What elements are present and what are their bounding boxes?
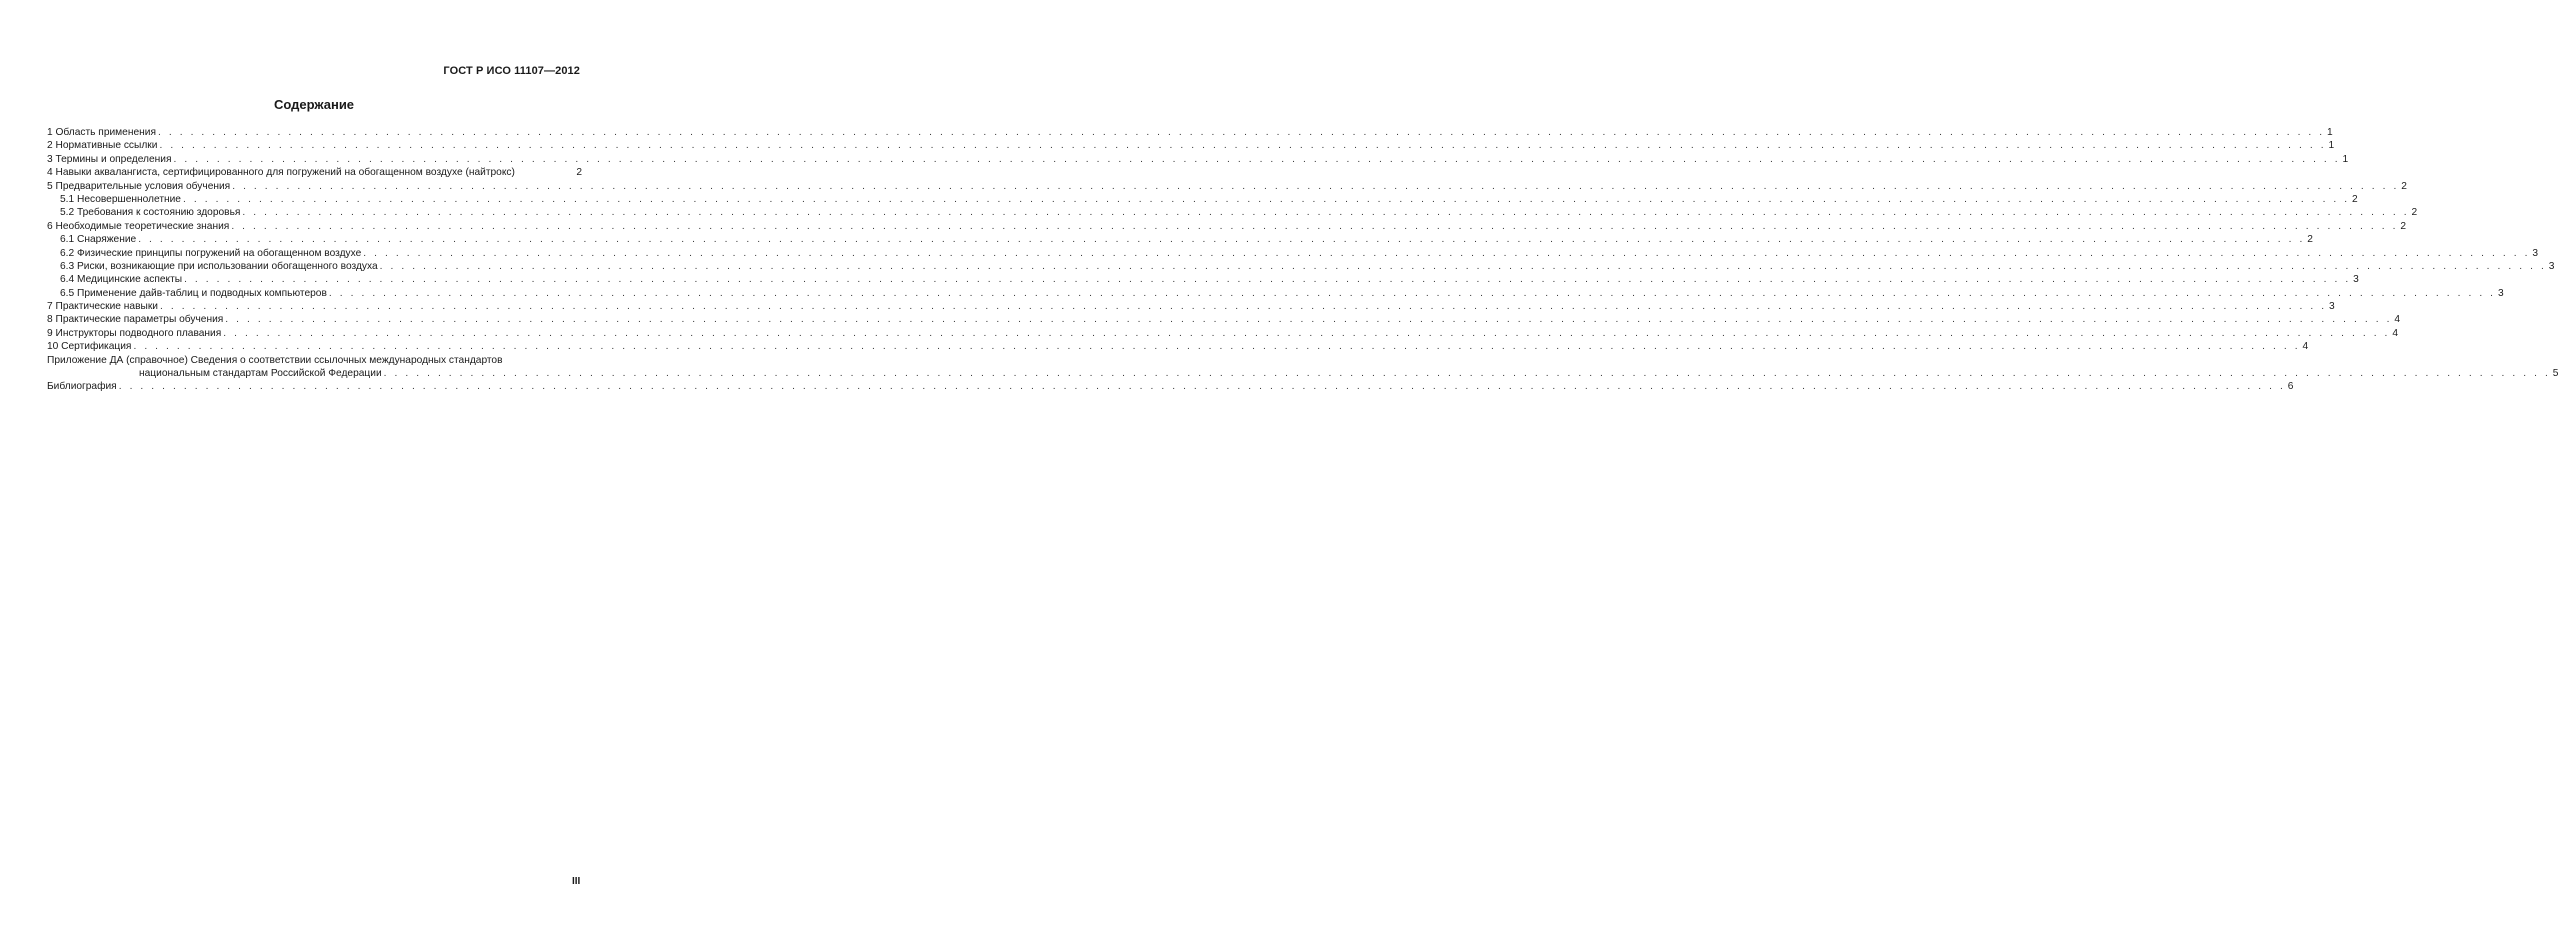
toc-entry-label: 6.3 Риски, возникающие при использовании обогащенного воздуха bbox=[60, 260, 378, 272]
toc-entry[interactable] bbox=[47, 206, 2418, 219]
toc-entry-label: 10 Сертификация bbox=[47, 341, 132, 353]
toc-dot-leader: . . . . . . . . . . . . . . . . . . . . . . . . . . . . . . . . . . . . . . . . . . . . . . . . . . . . . . . . . . . . . . . . . . . . . . . . . . . . . . . . . . . . . . . . . . . . . . . . . . . . . . . . . . . . . . . . . . . . . . . . . . . . . . . . . . . . . . . . . . . . . . . . . . . . . . . . . . . . . . . . . . . . . . . . . . . . . . . . . . . . . . . . . . . . . . . . . . . . . . . . bbox=[138, 234, 2305, 246]
toc-entry[interactable] bbox=[47, 367, 2558, 380]
toc-entry-page: 1 bbox=[2327, 127, 2333, 138]
toc-entry-label: Библиография bbox=[47, 381, 117, 393]
toc-dot-leader: . . . . . . . . . . . . . . . . . . . . . . . . . . . . . . . . . . . . . . . . . . . . . . . . . . . . . . . . . . . . . . . . . . . . . . . . . . . . . . . . . . . . . . . . . . . . . . . . . . . . . . . . . . . . . . . . . . . . . . . . . . . . . . . . . . . . . . . . . . . . . . . . . . . . . . . . . . . . . . . . . . . . . . . . . . . . . . . . . . . . . . . . . . . . . . . . . . . . . . . . bbox=[173, 153, 2341, 165]
toc-entry-page: 1 bbox=[2328, 140, 2335, 152]
toc-entry-page: 4 bbox=[2302, 341, 2309, 353]
toc-dot-leader: . . . . . . . . . . . . . . . . . . . . . . . . . . . . . . . . . . . . . . . . . . . . . . . . . . . . . . . . . . . . . . . . . . . . . . . . . . . . . . . . . . . . . . . . . . . . . . . . . . . . . . . . . . . . . . . . . . . . . . . . . . . . . . . . . . . . . . . . . . . . . . . . . . . . . . . . . . . . . . . . . . . . . . . . . . . . . . . . . . . . . . . . . . . . . . . . . . . . . . . . bbox=[242, 207, 2410, 219]
toc-dot-leader: . . . . . . . . . . . . . . . . . . . . . . . . . . . . . . . . . . . . . . . . . . . . . . . . . . . . . . . . . . . . . . . . . . . . . . . . . . . . . . . . . . . . . . . . . . . . . . . . . . . . . . . . . . . . . . . . . . . . . . . . . . . . . . . . . . . . . . . . . . . . . . . . . . . . . . . . . . . . . . . . . . . . . . . . . . . . . . . . . . . . . . . . . . . . . . . . . . . . . . . . bbox=[328, 287, 2496, 299]
toc-entry[interactable] bbox=[47, 287, 2504, 300]
toc-entry[interactable] bbox=[47, 273, 2359, 286]
toc-entry-page: 2 bbox=[2400, 220, 2407, 232]
toc-entry-page: 2 bbox=[576, 167, 582, 179]
toc-entry[interactable] bbox=[47, 166, 582, 179]
toc-entry[interactable] bbox=[47, 180, 2407, 193]
toc-entry-label: 6.1 Снаряжение bbox=[60, 234, 137, 246]
toc-entry-page: 1 bbox=[2342, 153, 2349, 165]
toc-entry[interactable] bbox=[47, 327, 2398, 340]
toc-dot-leader: . . . . . . . . . . . . . . . . . . . . . . . . . . . . . . . . . . . . . . . . . . . . . . . . . . . . . . . . . . . . . . . . . . . . . . . . . . . . . . . . . . . . . . . . . . . . . . . . . . . . . . . . . . . . . . . . . . . . . . . . . . . . . . . . . . . . . . . . . . . . . . . . . . . . . . . . . . . . . . . . . . . . . . . . . . . . . . . . . . . . . . . . . . . . . . . . . . . . . . . . bbox=[225, 314, 2393, 326]
toc-entry-label: национальным стандартам Российской Федерации bbox=[139, 368, 382, 380]
toc-entry-label: 5.2 Требования к состоянию здоровья bbox=[60, 207, 241, 219]
toc-entry-page: 5 bbox=[2552, 368, 2558, 380]
toc-dot-leader: . . . . . . . . . . . . . . . . . . . . . . . . . . . . . . . . . . . . . . . . . . . . . . . . . . . . . . . . . . . . . . . . . . . . . . . . . . . . . . . . . . . . . . . . . . . . . . . . . . . . . . . . . . . . . . . . . . . . . . . . . . . . . . . . . . . . . . . . . . . . . . . . . . . . . . . . . . . . . . . . . . . . . . . . . . . . . . . . . . . . . . . . . . . . . . . . . . . . . . . . bbox=[157, 127, 2325, 138]
toc-entry-label: 3 Термины и определения bbox=[47, 153, 172, 165]
toc-dot-leader: . . . . . . . . . . . . . . . . . . . . . . . . . . . . . . . . . . . . . . . . . . . . . . . . . . . . . . . . . . . . . . . . . . . . . . . . . . . . . . . . . . . . . . . . . . . . . . . . . . . . . . . . . . . . . . . . . . . . . . . . . . . . . . . . . . . . . . . . . . . . . . . . . . . . . . . . . . . . . . . . . . . . . . . . . . . . . . . . . . . . . . . . . . . . . . . . . . . . . . . . bbox=[363, 247, 2531, 259]
toc-dot-leader: . . . . . . . . . . . . . . . . . . . . . . . . . . . . . . . . . . . . . . . . . . . . . . . . . . . . . . . . . . . . . . . . . . . . . . . . . . . . . . . . . . . . . . . . . . . . . . . . . . . . . . . . . . . . . . . . . . . . . . . . . . . . . . . . . . . . . . . . . . . . . . . . . . . . . . . . . . . . . . . . . . . . . . . . . . . . . . . . . . . . . . . . . . . . . . . . . . . . . . . . bbox=[223, 327, 2390, 339]
page-number: III bbox=[572, 876, 581, 887]
toc-entry-label: Приложение ДА (справочное) Сведения о соответствии ссылочных международных стандартов bbox=[47, 354, 503, 366]
toc-dot-leader: . . . . . . . . . . . . . . . . . . . . . . . . . . . . . . . . . . . . . . . . . . . . . . . . . . . . . . . . . . . . . . . . . . . . . . . . . . . . . . . . . . . . . . . . . . . . . . . . . . . . . . . . . . . . . . . . . . . . . . . . . . . . . . . . . . . . . . . . . . . . . . . . . . . . . . . . . . . . . . . . . . . . . . . . . . . . . . . . . . . . . . . . . . . . . . . . . . . . . . . . bbox=[184, 274, 2351, 286]
toc-entry-label: 9 Инструкторы подводного плавания bbox=[47, 327, 222, 339]
toc-dot-leader: . . . . . . . . . . . . . . . . . . . . . . . . . . . . . . . . . . . . . . . . . . . . . . . . . . . . . . . . . . . . . . . . . . . . . . . . . . . . . . . . . . . . . . . . . . . . . . . . . . . . . . . . . . . . . . . . . . . . . . . . . . . . . . . . . . . . . . . . . . . . . . . . . . . . . . . . . . . . . . . . . . . . . . . . . . . . . . . . . . . . . . . . . . . . . . . . . . . . . . . . bbox=[182, 193, 2350, 205]
toc-entry[interactable] bbox=[47, 313, 2401, 326]
toc-entry-page: 4 bbox=[2392, 327, 2398, 339]
toc-dot-leader: . . . . . . . . . . . . . . . . . . . . . . . . . . . . . . . . . . . . . . . . . . . . . . . . . . . . . . . . . . . . . . . . . . . . . . . . . . . . . . . . . . . . . . . . . . . . . . . . . . . . . . . . . . . . . . . . . . . . . . . . . . . . . . . . . . . . . . . . . . . . . . . . . . . . . . . . . . . . . . . . . . . . . . . . . . . . . . . . . . . . . . . . . . . . . . . . . . . . . . . . bbox=[383, 368, 2551, 380]
toc-entry[interactable] bbox=[47, 153, 2349, 166]
document-code: ГОСТ Р ИСО 11107—2012 bbox=[443, 65, 580, 77]
toc-entry-page: 3 bbox=[2532, 247, 2539, 259]
toc-title: Содержание bbox=[273, 97, 355, 112]
toc-entry-page: 6 bbox=[2287, 381, 2294, 393]
toc-dot-leader: . . . . . . . . . . . . . . . . . . . . . . . . . . . . . . . . . . . . . . . . . . . . . . . . . . . . . . . . . . . . . . . . . . . . . . . . . . . . . . . . . . . . . . . . . . . . . . . . . . . . . . . . . . . . . . . . . . . . . . . . . . . . . . . . . . . . . . . . . . . . . . . . . . . . . . . . . . . . . . . . . . . . . . . . . . . . . . . . . . . . . . . . . . . . . . . . . . . . . . . . bbox=[232, 180, 2399, 192]
toc-entry-label: 2 Нормативные ссылки bbox=[47, 140, 158, 152]
toc-entry[interactable] bbox=[47, 340, 2309, 353]
toc-dot-leader: . . . . . . . . . . . . . . . . . . . . . . . . . . . . . . . . . . . . . . . . . . . . . . . . . . . . . . . . . . . . . . . . . . . . . . . . . . . . . . . . . . . . . . . . . . . . . . . . . . . . . . . . . . . . . . . . . . . . . . . . . . . . . . . . . . . . . . . . . . . . . . . . . . . . . . . . . . . . . . . . . . . . . . . . . . . . . . . . . . . . . . . . . . . . . . . . . . . . . . . . bbox=[133, 341, 2301, 353]
toc-entry-page: 2 bbox=[2307, 234, 2313, 246]
toc-dot-leader: . . . . . . . . . . . . . . . . . . . . . . . . . . . . . . . . . . . . . . . . . . . . . . . . . . . . . . . . . . . . . . . . . . . . . . . . . . . . . . . . . . . . . . . . . . . . . . . . . . . . . . . . . . . . . . . . . . . . . . . . . . . . . . . . . . . . . . . . . . . . . . . . . . . . . . . . . . . . . . . . . . . . . . . . . . . . . . . . . . . . . . . . . . . . . . . . . . . . . . . . bbox=[231, 220, 2399, 232]
toc-entry-label: 1 Область применения bbox=[47, 127, 156, 138]
toc-dot-leader: . . . . . . . . . . . . . . . . . . . . . . . . . . . . . . . . . . . . . . . . . . . . . . . . . . . . . . . . . . . . . . . . . . . . . . . . . . . . . . . . . . . . . . . . . . . . . . . . . . . . . . . . . . . . . . . . . . . . . . . . . . . . . . . . . . . . . . . . . . . . . . . . . . . . . . . . . . . . . . . . . . . . . . . . . . . . . . . . . . . . . . . . . . . . . . . . . . . . . . . . bbox=[159, 140, 2327, 152]
toc-entry-label: 6.5 Применение дайв-таблиц и подводных компьютеров bbox=[60, 287, 327, 299]
toc-entry[interactable] bbox=[47, 354, 582, 367]
toc-entry-label: 4 Навыки аквалангиста, сертифицированного для погружений на обогащенном воздухе (найтрокс) bbox=[47, 167, 515, 179]
toc-entry-page: 3 bbox=[2548, 260, 2555, 272]
table-of-contents bbox=[47, 126, 2558, 394]
toc-entry-page: 2 bbox=[2411, 207, 2418, 219]
toc-entry[interactable] bbox=[47, 193, 2358, 206]
toc-entry-page: 3 bbox=[2497, 287, 2504, 299]
toc-entry-page: 3 bbox=[2353, 274, 2359, 286]
toc-entry-page: 2 bbox=[2352, 193, 2358, 205]
toc-entry-label: 6.2 Физические принципы погружений на обогащенном воздухе bbox=[60, 247, 362, 259]
toc-entry-page: 2 bbox=[2401, 180, 2407, 192]
toc-dot-leader: . . . . . . . . . . . . . . . . . . . . . . . . . . . . . . . . . . . . . . . . . . . . . . . . . . . . . . . . . . . . . . . . . . . . . . . . . . . . . . . . . . . . . . . . . . . . . . . . . . . . . . . . . . . . . . . . . . . . . . . . . . . . . . . . . . . . . . . . . . . . . . . . . . . . . . . . . . . . . . . . . . . . . . . . . . . . . . . . . . . . . . . . . . . . . . . . . . . . . . . . bbox=[379, 260, 2547, 272]
toc-entry[interactable] bbox=[47, 139, 2335, 152]
toc-entry[interactable] bbox=[47, 220, 2407, 233]
toc-entry-label: 5.1 Несовершеннолетние bbox=[60, 193, 181, 205]
toc-entry[interactable] bbox=[47, 260, 2555, 273]
toc-dot-leader: . . . . . . . . . . . . . . . . . . . . . . . . . . . . . . . . . . . . . . . . . . . . . . . . . . . . . . . . . . . . . . . . . . . . . . . . . . . . . . . . . . . . . . . . . . . . . . . . . . . . . . . . . . . . . . . . . . . . . . . . . . . . . . . . . . . . . . . . . . . . . . . . . . . . . . . . . . . . . . . . . . . . . . . . . . . . . . . . . . . . . . . . . . . . . . . . . . . . . . . . bbox=[118, 381, 2286, 393]
toc-entry-label: 8 Практические параметры обучения bbox=[47, 314, 224, 326]
toc-entry[interactable] bbox=[47, 126, 2333, 139]
toc-entry-label: 6 Необходимые теоретические знания bbox=[47, 220, 230, 232]
toc-entry-page: 4 bbox=[2394, 314, 2401, 326]
toc-entry-page: 3 bbox=[2329, 301, 2335, 313]
toc-entry[interactable] bbox=[47, 247, 2539, 260]
toc-entry[interactable] bbox=[47, 380, 2294, 393]
toc-entry-label: 6.4 Медицинские аспекты bbox=[60, 274, 183, 286]
toc-entry[interactable] bbox=[47, 300, 2335, 313]
toc-dot-leader: . . . . . . . . . . . . . . . . . . . . . . . . . . . . . . . . . . . . . . . . . . . . . . . . . . . . . . . . . . . . . . . . . . . . . . . . . . . . . . . . . . . . . . . . . . . . . . . . . . . . . . . . . . . . . . . . . . . . . . . . . . . . . . . . . . . . . . . . . . . . . . . . . . . . . . . . . . . . . . . . . . . . . . . . . . . . . . . . . . . . . . . . . . . . . . . . . . . . . . . . bbox=[159, 301, 2327, 313]
toc-entry[interactable] bbox=[47, 233, 2313, 246]
toc-entry-label: 7 Практические навыки bbox=[47, 301, 158, 313]
toc-entry-label: 5 Предварительные условия обучения bbox=[47, 180, 231, 192]
